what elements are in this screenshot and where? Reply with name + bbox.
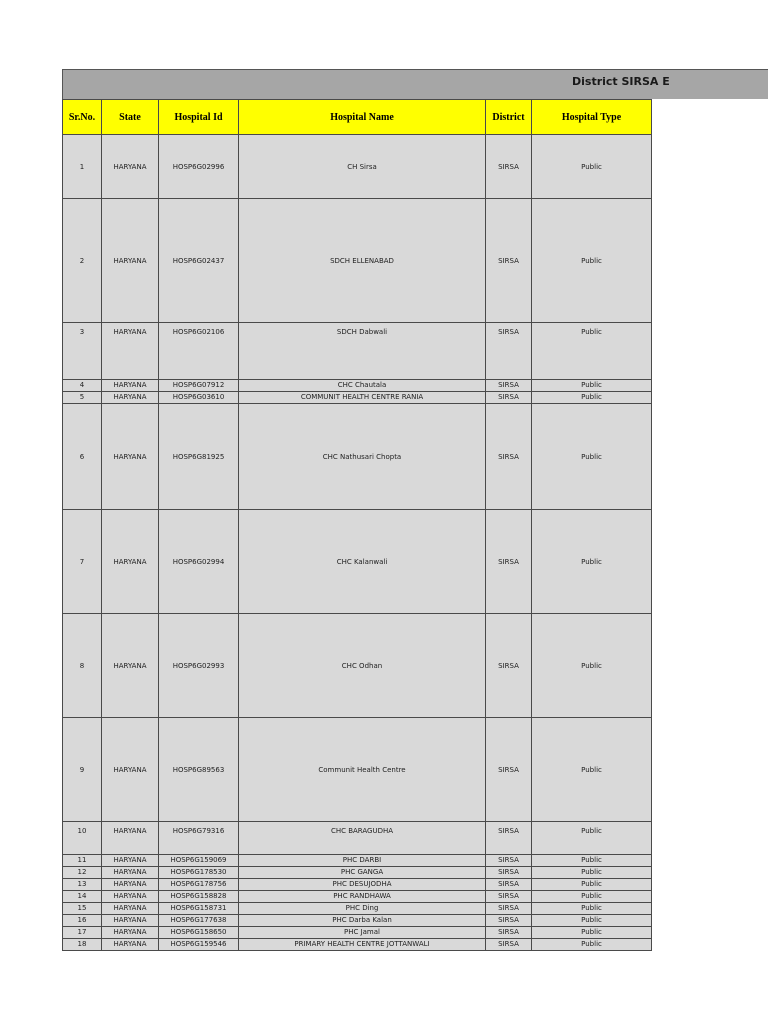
- cell-hospital-type: Public: [532, 323, 652, 380]
- table-row: [63, 404, 652, 510]
- cell-hospital-name: CHC Chautala: [239, 380, 486, 392]
- cell-hospital-name: PHC Darba Kalan: [239, 915, 486, 927]
- cell-district: SIRSA: [486, 718, 532, 822]
- cell-hospital-type: Public: [532, 404, 652, 510]
- table-row: [63, 510, 652, 614]
- cell-hospital-name: CHC BARAGUDHA: [239, 822, 486, 855]
- header-row: [63, 100, 652, 135]
- table-row: [63, 879, 652, 891]
- cell-state: HARYANA: [102, 510, 159, 614]
- table-row: [63, 939, 652, 951]
- cell-hospital-id: HOSP6G178756: [159, 879, 239, 891]
- table-row: [63, 855, 652, 867]
- header-sr-no: Sr.No.: [63, 100, 102, 135]
- cell-hospital-id: HOSP6G07912: [159, 380, 239, 392]
- table-row: [63, 135, 652, 199]
- cell-state: HARYANA: [102, 915, 159, 927]
- cell-hospital-id: HOSP6G02437: [159, 199, 239, 323]
- cell-hospital-name: SDCH Dabwali: [239, 323, 486, 380]
- header-hospital-id: Hospital Id: [159, 100, 239, 135]
- cell-hospital-id: HOSP6G177638: [159, 915, 239, 927]
- header-district: District: [486, 100, 532, 135]
- table-row: [63, 891, 652, 903]
- cell-state: HARYANA: [102, 718, 159, 822]
- table-row: [63, 927, 652, 939]
- cell-hospital-type: Public: [532, 135, 652, 199]
- district-title: District SIRSA E: [572, 75, 670, 88]
- table-row: [63, 718, 652, 822]
- cell-sr-no: 14: [63, 891, 102, 903]
- cell-district: SIRSA: [486, 939, 532, 951]
- cell-hospital-id: HOSP6G02994: [159, 510, 239, 614]
- cell-hospital-id: HOSP6G178530: [159, 867, 239, 879]
- cell-hospital-id: HOSP6G03610: [159, 392, 239, 404]
- cell-sr-no: 9: [63, 718, 102, 822]
- cell-district: SIRSA: [486, 879, 532, 891]
- table-row: [63, 822, 652, 855]
- cell-district: SIRSA: [486, 510, 532, 614]
- cell-hospital-name: PHC DESUJODHA: [239, 879, 486, 891]
- cell-state: HARYANA: [102, 822, 159, 855]
- cell-district: SIRSA: [486, 323, 532, 380]
- cell-hospital-type: Public: [532, 380, 652, 392]
- cell-hospital-name: PHC DARBI: [239, 855, 486, 867]
- cell-hospital-type: Public: [532, 199, 652, 323]
- cell-state: HARYANA: [102, 855, 159, 867]
- cell-hospital-id: HOSP6G159546: [159, 939, 239, 951]
- cell-sr-no: 5: [63, 392, 102, 404]
- cell-state: HARYANA: [102, 927, 159, 939]
- cell-district: SIRSA: [486, 867, 532, 879]
- header-state: State: [102, 100, 159, 135]
- cell-sr-no: 16: [63, 915, 102, 927]
- header-hospital-type: Hospital Type: [532, 100, 652, 135]
- cell-sr-no: 13: [63, 879, 102, 891]
- table-row: [63, 380, 652, 392]
- cell-state: HARYANA: [102, 867, 159, 879]
- cell-hospital-type: Public: [532, 510, 652, 614]
- cell-district: SIRSA: [486, 822, 532, 855]
- cell-hospital-name: PHC Jamal: [239, 927, 486, 939]
- cell-hospital-name: CH Sirsa: [239, 135, 486, 199]
- cell-district: SIRSA: [486, 855, 532, 867]
- table-row: [63, 867, 652, 879]
- cell-hospital-id: HOSP6G158828: [159, 891, 239, 903]
- cell-district: SIRSA: [486, 903, 532, 915]
- cell-district: SIRSA: [486, 915, 532, 927]
- cell-hospital-name: PHC Ding: [239, 903, 486, 915]
- cell-sr-no: 11: [63, 855, 102, 867]
- cell-hospital-name: PHC GANGA: [239, 867, 486, 879]
- cell-hospital-type: Public: [532, 718, 652, 822]
- table-row: [63, 392, 652, 404]
- cell-hospital-type: Public: [532, 915, 652, 927]
- cell-hospital-type: Public: [532, 939, 652, 951]
- cell-hospital-id: HOSP6G79316: [159, 822, 239, 855]
- cell-district: SIRSA: [486, 199, 532, 323]
- hospital-table: [62, 99, 652, 951]
- cell-hospital-id: HOSP6G158650: [159, 927, 239, 939]
- cell-hospital-name: PHC RANDHAWA: [239, 891, 486, 903]
- cell-hospital-id: HOSP6G02996: [159, 135, 239, 199]
- cell-hospital-id: HOSP6G81925: [159, 404, 239, 510]
- cell-sr-no: 7: [63, 510, 102, 614]
- cell-hospital-type: Public: [532, 879, 652, 891]
- cell-sr-no: 10: [63, 822, 102, 855]
- cell-state: HARYANA: [102, 903, 159, 915]
- cell-hospital-type: Public: [532, 392, 652, 404]
- cell-hospital-type: Public: [532, 867, 652, 879]
- table-row: [63, 199, 652, 323]
- cell-sr-no: 18: [63, 939, 102, 951]
- cell-state: HARYANA: [102, 891, 159, 903]
- cell-district: SIRSA: [486, 380, 532, 392]
- cell-sr-no: 4: [63, 380, 102, 392]
- cell-state: HARYANA: [102, 380, 159, 392]
- cell-district: SIRSA: [486, 927, 532, 939]
- cell-state: HARYANA: [102, 199, 159, 323]
- cell-hospital-name: COMMUNIT HEALTH CENTRE RANIA: [239, 392, 486, 404]
- cell-hospital-id: HOSP6G02993: [159, 614, 239, 718]
- table-row: [63, 614, 652, 718]
- cell-state: HARYANA: [102, 404, 159, 510]
- cell-sr-no: 12: [63, 867, 102, 879]
- cell-hospital-name: CHC Nathusari Chopta: [239, 404, 486, 510]
- cell-hospital-type: Public: [532, 891, 652, 903]
- cell-district: SIRSA: [486, 614, 532, 718]
- cell-hospital-type: Public: [532, 855, 652, 867]
- cell-state: HARYANA: [102, 879, 159, 891]
- cell-sr-no: 2: [63, 199, 102, 323]
- cell-sr-no: 8: [63, 614, 102, 718]
- cell-state: HARYANA: [102, 135, 159, 199]
- cell-hospital-type: Public: [532, 927, 652, 939]
- cell-hospital-type: Public: [532, 822, 652, 855]
- cell-hospital-type: Public: [532, 903, 652, 915]
- cell-hospital-id: HOSP6G159069: [159, 855, 239, 867]
- cell-hospital-id: HOSP6G158731: [159, 903, 239, 915]
- cell-district: SIRSA: [486, 404, 532, 510]
- cell-state: HARYANA: [102, 323, 159, 380]
- cell-sr-no: 3: [63, 323, 102, 380]
- cell-sr-no: 1: [63, 135, 102, 199]
- cell-hospital-id: HOSP6G02106: [159, 323, 239, 380]
- cell-hospital-name: PRIMARY HEALTH CENTRE JOTTANWALI: [239, 939, 486, 951]
- cell-district: SIRSA: [486, 392, 532, 404]
- cell-district: SIRSA: [486, 891, 532, 903]
- table-row: [63, 915, 652, 927]
- cell-sr-no: 6: [63, 404, 102, 510]
- district-banner: [62, 69, 768, 99]
- cell-state: HARYANA: [102, 939, 159, 951]
- cell-hospital-name: SDCH ELLENABAD: [239, 199, 486, 323]
- cell-hospital-name: CHC Kalanwali: [239, 510, 486, 614]
- cell-district: SIRSA: [486, 135, 532, 199]
- table-row: [63, 903, 652, 915]
- cell-hospital-id: HOSP6G89563: [159, 718, 239, 822]
- cell-sr-no: 17: [63, 927, 102, 939]
- cell-hospital-type: Public: [532, 614, 652, 718]
- cell-hospital-name: Communit Health Centre: [239, 718, 486, 822]
- cell-hospital-name: CHC Odhan: [239, 614, 486, 718]
- cell-sr-no: 15: [63, 903, 102, 915]
- cell-state: HARYANA: [102, 614, 159, 718]
- cell-state: HARYANA: [102, 392, 159, 404]
- header-hospital-name: Hospital Name: [239, 100, 486, 135]
- table-row: [63, 323, 652, 380]
